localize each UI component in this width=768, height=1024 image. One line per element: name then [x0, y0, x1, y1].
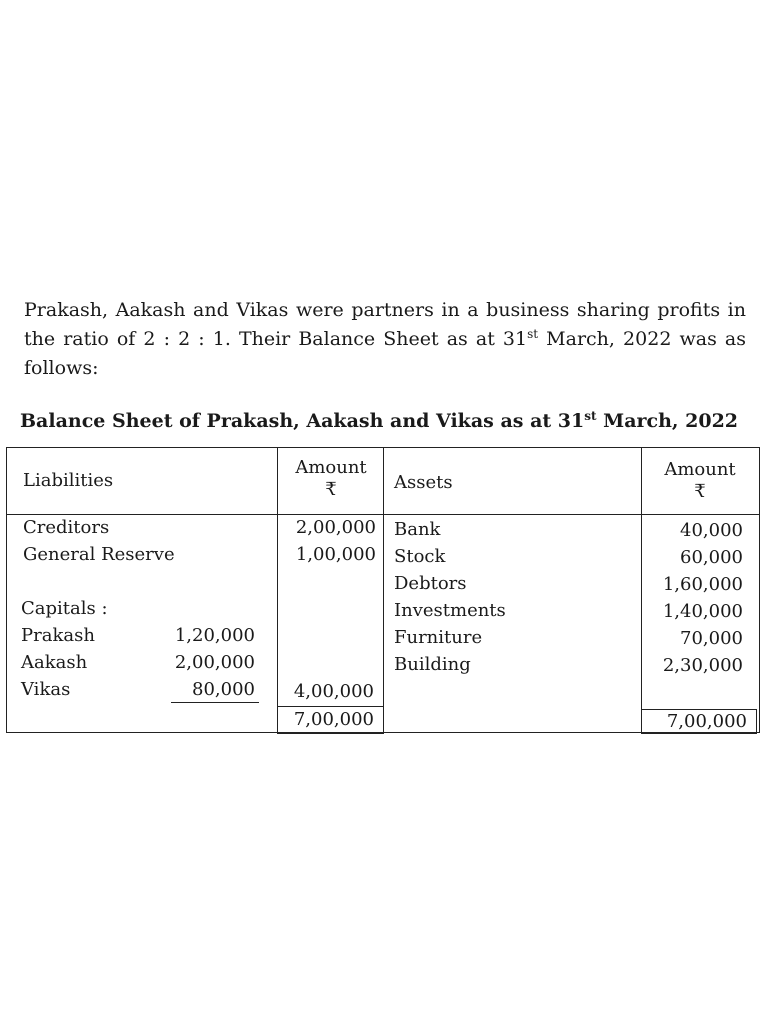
liability-label-general-reserve: General Reserve — [23, 544, 175, 565]
intro-line-1: Prakash, Aakash and Vikas were partners in a business sharing profits — [24, 299, 721, 321]
balance-sheet-title — [20, 410, 746, 432]
title-post: March, 2022 — [596, 410, 739, 432]
asset-amount-debtors: 1,60,000 — [662, 574, 743, 595]
liability-amount-creditors: 2,00,000 — [295, 517, 376, 538]
header-assets: Assets — [394, 472, 453, 493]
liabilities-total: 7,00,000 — [293, 709, 374, 730]
intro-line-2-pre: in the ratio of 2 : 2 : 1. Their Balance Sheet as at 31 — [24, 299, 746, 350]
intro-paragraph — [24, 296, 746, 383]
asset-label-investments: Investments — [394, 600, 506, 621]
capital-name-vikas: Vikas — [21, 679, 71, 700]
capitals-heading: Capitals : — [21, 598, 108, 619]
capital-name-prakash: Prakash — [21, 625, 95, 646]
asset-label-debtors: Debtors — [394, 573, 467, 594]
asset-label-building: Building — [394, 654, 471, 675]
asset-amount-bank: 40,000 — [680, 520, 743, 541]
capital-amount-aakash: 2,00,000 — [174, 652, 255, 673]
header-amount-left: Amount — [295, 457, 367, 478]
capital-amount-vikas: 80,000 — [192, 679, 255, 700]
asset-label-bank: Bank — [394, 519, 441, 540]
capital-amount-prakash: 1,20,000 — [174, 625, 255, 646]
capitals-underline — [171, 702, 259, 703]
liability-label-creditors: Creditors — [23, 517, 110, 538]
column-divider-asset-amount — [641, 448, 642, 732]
asset-amount-investments: 1,40,000 — [662, 601, 743, 622]
asset-amount-building: 2,30,000 — [662, 655, 743, 676]
title-pre: Balance Sheet of Prakash, Aakash and Vikas as at 31 — [20, 410, 585, 432]
header-divider — [7, 514, 759, 515]
intro-line-2-sup: st — [527, 327, 539, 341]
capital-name-aakash: Aakash — [21, 652, 88, 673]
intro-line-2-post: March, 2022 was as — [538, 328, 746, 350]
balance-sheet-table — [6, 447, 760, 733]
header-liabilities: Liabilities — [23, 470, 114, 491]
column-divider-liability-amount — [277, 448, 278, 732]
column-divider-assets — [383, 448, 384, 732]
capitals-total: 4,00,000 — [293, 681, 374, 702]
rupee-icon-left: ₹ — [325, 479, 337, 500]
asset-label-furniture: Furniture — [394, 627, 483, 648]
assets-total: 7,00,000 — [666, 711, 747, 732]
asset-amount-furniture: 70,000 — [680, 628, 743, 649]
asset-label-stock: Stock — [394, 546, 446, 567]
liability-amount-general-reserve: 1,00,000 — [295, 544, 376, 565]
title-sup: st — [584, 409, 597, 423]
asset-amount-stock: 60,000 — [680, 547, 743, 568]
rupee-icon-right: ₹ — [694, 481, 706, 502]
intro-line-3: follows: — [24, 357, 99, 379]
header-amount-right: Amount — [664, 459, 736, 480]
